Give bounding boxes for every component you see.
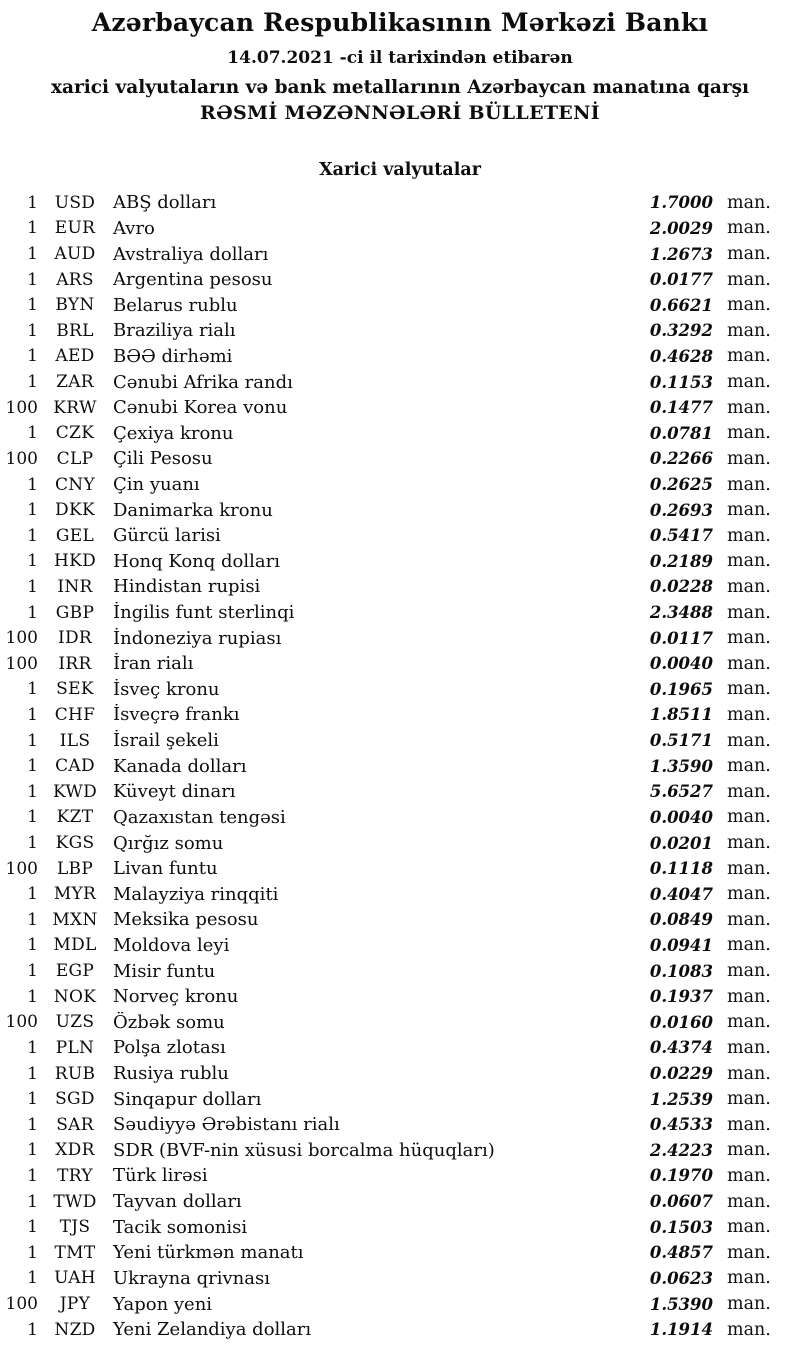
unit-cell: man.	[727, 935, 771, 956]
unit-cell: man.	[727, 525, 771, 546]
quantity-cell: 1	[27, 807, 38, 828]
quantity-cell: 1	[27, 1268, 38, 1289]
currency-name-cell: ABŞ dolları	[113, 192, 217, 214]
rate-cell: 0.0607	[649, 1192, 713, 1212]
rate-cell: 0.1937	[649, 987, 713, 1007]
currency-code-cell: ILS	[59, 730, 91, 751]
quantity-cell: 1	[27, 602, 38, 623]
quantity-cell: 1	[27, 192, 38, 213]
rate-cell: 0.0623	[649, 1268, 713, 1288]
unit-cell: man.	[727, 833, 771, 854]
table-row	[0, 830, 800, 856]
quantity-cell: 1	[27, 551, 38, 572]
table-row	[0, 1010, 800, 1036]
currency-code-cell: CZK	[55, 423, 95, 444]
table-row	[0, 1061, 800, 1087]
unit-cell: man.	[727, 218, 771, 239]
currency-code-cell: DKK	[55, 500, 95, 521]
currency-name-cell: Honq Konq dolları	[113, 550, 280, 572]
currency-code-cell: MYR	[53, 884, 97, 905]
table-row	[0, 677, 800, 703]
currency-name-cell: Yapon yeni	[113, 1293, 213, 1315]
rate-cell: 0.4533	[649, 1115, 713, 1135]
table-row	[0, 1240, 800, 1266]
unit-cell: man.	[727, 909, 771, 930]
unit-cell: man.	[727, 192, 771, 213]
unit-cell: man.	[727, 1165, 771, 1186]
rate-cell: 0.0117	[649, 628, 713, 648]
unit-cell: man.	[727, 704, 771, 725]
quantity-cell: 1	[27, 1089, 38, 1110]
table-row	[0, 1112, 800, 1138]
unit-cell: man.	[727, 1217, 771, 1238]
currency-code-cell: AUD	[54, 244, 96, 265]
currency-name-cell: İran rialı	[113, 653, 194, 675]
table-row	[0, 600, 800, 626]
currency-name-cell: Çin yuanı	[113, 474, 200, 495]
table-row	[0, 216, 800, 242]
currency-code-cell: KRW	[53, 397, 97, 418]
table-row	[0, 420, 800, 446]
rate-cell: 0.4857	[649, 1243, 713, 1263]
table-row	[0, 1138, 800, 1164]
currency-name-cell: Misir funtu	[113, 960, 216, 982]
currency-code-cell: EGP	[55, 961, 95, 982]
currency-code-cell: PLN	[55, 1037, 95, 1058]
currency-name-cell: Livan funtu	[113, 858, 218, 880]
rate-cell: 0.1083	[649, 961, 713, 981]
unit-cell: man.	[727, 1063, 771, 1084]
rate-cell: 0.0040	[649, 654, 713, 674]
rate-cell: 1.3590	[649, 756, 713, 776]
rate-cell: 0.0228	[649, 577, 713, 597]
quantity-cell: 100	[5, 1012, 38, 1033]
table-row	[0, 881, 800, 907]
unit-cell: man.	[727, 986, 771, 1007]
quantity-cell: 100	[5, 628, 38, 649]
unit-cell: man.	[727, 474, 771, 495]
quantity-cell: 1	[27, 781, 38, 802]
quantity-cell: 1	[27, 884, 38, 905]
currency-code-cell: INR	[57, 576, 93, 597]
currency-code-cell: UAH	[54, 1268, 96, 1289]
unit-cell: man.	[727, 295, 771, 316]
quantity-cell: 1	[27, 1217, 38, 1238]
currency-table	[0, 190, 800, 1342]
table-row	[0, 856, 800, 882]
currency-code-cell: RUB	[54, 1063, 96, 1084]
currency-name-cell: Qırğız somu	[113, 832, 224, 854]
currency-code-cell: KZT	[56, 807, 94, 828]
rate-cell: 0.4628	[649, 346, 713, 366]
unit-cell: man.	[727, 269, 771, 290]
quantity-cell: 1	[27, 320, 38, 341]
rate-cell: 1.2673	[649, 244, 713, 264]
currency-name-cell: Meksika pesosu	[113, 909, 259, 931]
unit-cell: man.	[727, 244, 771, 265]
table-row	[0, 1317, 800, 1343]
rate-cell: 1.1914	[649, 1320, 713, 1340]
rate-cell: 0.2266	[649, 449, 713, 469]
currency-code-cell: IRR	[58, 653, 92, 674]
rate-cell: 0.5171	[649, 731, 713, 751]
table-row	[0, 1266, 800, 1292]
table-row	[0, 1189, 800, 1215]
currency-code-cell: CLP	[56, 448, 94, 469]
currency-name-cell: Malayziya rinqqiti	[113, 883, 279, 905]
quantity-cell: 1	[27, 372, 38, 393]
quantity-cell: 1	[27, 1063, 38, 1084]
rate-cell: 0.0040	[649, 807, 713, 827]
currency-code-cell: EUR	[54, 218, 96, 239]
rate-cell: 0.6621	[649, 295, 713, 315]
rate-cell: 0.1503	[649, 1217, 713, 1237]
rate-cell: 1.2539	[649, 1089, 713, 1109]
table-row	[0, 446, 800, 472]
currency-code-cell: MXN	[52, 909, 98, 930]
rate-cell: 0.0941	[649, 935, 713, 955]
currency-name-cell: Avstraliya dolları	[113, 243, 269, 265]
currency-name-cell: Belarus rublu	[113, 294, 238, 316]
table-row	[0, 907, 800, 933]
currency-code-cell: CAD	[55, 756, 95, 777]
currency-code-cell: BYN	[55, 295, 95, 316]
unit-cell: man.	[727, 320, 771, 341]
currency-name-cell: Braziliya rialı	[113, 320, 236, 342]
rate-cell: 0.0201	[649, 833, 713, 853]
rate-cell: 0.2625	[649, 475, 713, 494]
unit-cell: man.	[727, 756, 771, 777]
rate-cell: 0.1965	[649, 679, 713, 699]
currency-name-cell: Yeni Zelandiya dolları	[113, 1319, 312, 1341]
rate-cell: 0.0160	[649, 1012, 713, 1032]
quantity-cell: 1	[27, 244, 38, 265]
table-row	[0, 805, 800, 831]
unit-cell: man.	[727, 372, 771, 393]
unit-cell: man.	[727, 1114, 771, 1135]
rate-cell: 0.1970	[649, 1166, 713, 1186]
currency-name-cell: Özbək somu	[113, 1011, 225, 1033]
unit-cell: man.	[727, 1140, 771, 1161]
currency-name-cell: İngilis funt sterlinqi	[113, 602, 295, 624]
quantity-cell: 1	[27, 218, 38, 239]
quantity-cell: 1	[27, 346, 38, 367]
unit-cell: man.	[727, 1242, 771, 1263]
quantity-cell: 1	[27, 500, 38, 521]
bulletin-header	[0, 0, 800, 124]
rate-cell: 0.2693	[649, 500, 713, 520]
unit-cell: man.	[727, 1089, 771, 1110]
quantity-cell: 1	[27, 269, 38, 290]
quantity-cell: 100	[5, 1294, 38, 1314]
quantity-cell: 1	[27, 756, 38, 777]
table-row	[0, 574, 800, 600]
quantity-cell: 1	[27, 679, 38, 700]
table-row	[0, 267, 800, 293]
unit-cell: man.	[727, 1268, 771, 1289]
quantity-cell: 1	[27, 1242, 38, 1263]
unit-cell: man.	[727, 1012, 771, 1033]
rate-cell: 2.4223	[649, 1140, 713, 1160]
unit-cell: man.	[727, 781, 771, 802]
currency-name-cell: Polşa zlotası	[113, 1037, 226, 1059]
currency-code-cell: NOK	[53, 986, 97, 1007]
unit-cell: man.	[727, 346, 771, 367]
currency-code-cell: AED	[55, 346, 95, 367]
rate-cell: 1.5390	[649, 1294, 713, 1314]
currency-code-cell: NZD	[54, 1319, 96, 1340]
quantity-cell: 100	[5, 653, 38, 674]
rate-cell: 0.0849	[649, 910, 713, 930]
unit-cell: man.	[727, 653, 771, 674]
currency-code-cell: SEK	[56, 679, 94, 700]
currency-name-cell: İsveç kronu	[113, 678, 220, 700]
table-row	[0, 395, 800, 421]
rate-cell: 0.1477	[649, 398, 713, 418]
quantity-cell: 1	[27, 423, 38, 444]
unit-cell: man.	[727, 961, 771, 982]
table-row	[0, 1214, 800, 1240]
currency-code-cell: HKD	[53, 551, 97, 572]
rate-cell: 0.2189	[649, 551, 713, 571]
unit-cell: man.	[727, 423, 771, 444]
currency-code-cell: KGS	[55, 833, 95, 854]
currency-code-cell: IDR	[57, 628, 93, 649]
currency-name-cell: Tacik somonisi	[113, 1216, 248, 1238]
rate-cell: 0.5417	[649, 526, 713, 546]
table-row	[0, 984, 800, 1010]
quantity-cell: 1	[27, 986, 38, 1007]
table-row	[0, 958, 800, 984]
currency-name-cell: Ukrayna qrivnası	[113, 1267, 270, 1289]
table-row	[0, 1035, 800, 1061]
quantity-cell: 1	[27, 730, 38, 751]
table-row	[0, 1163, 800, 1189]
subject-line: xarici valyutaların və bank metallarının Azərbaycan manatına qarşı	[50, 77, 750, 98]
currency-name-cell: Çexiya kronu	[113, 422, 234, 444]
currency-name-cell: Yeni türkmən manatı	[113, 1242, 304, 1264]
currency-name-cell: Danimarka kronu	[113, 499, 273, 521]
currency-code-cell: GBP	[55, 602, 95, 623]
currency-code-cell: TRY	[57, 1165, 93, 1186]
table-row	[0, 779, 800, 805]
currency-name-cell: Küveyt dinarı	[113, 781, 236, 803]
currency-code-cell: SAR	[56, 1114, 94, 1135]
table-row	[0, 933, 800, 959]
unit-cell: man.	[727, 679, 771, 700]
table-row	[0, 549, 800, 575]
currency-code-cell: BRL	[56, 320, 94, 341]
unit-cell: man.	[727, 807, 771, 828]
currency-name-cell: Cənubi Afrika randı	[113, 371, 293, 393]
currency-code-cell: XDR	[55, 1140, 95, 1161]
unit-cell: man.	[727, 602, 771, 623]
rate-cell: 0.4374	[649, 1038, 713, 1058]
currency-name-cell: Rusiya rublu	[113, 1063, 229, 1085]
currency-code-cell: SGD	[55, 1089, 95, 1110]
rate-cell: 5.6527	[649, 782, 713, 802]
currency-code-cell: UZS	[55, 1012, 95, 1033]
currency-name-cell: Moldova leyi	[113, 934, 230, 956]
quantity-cell: 1	[27, 909, 38, 930]
quantity-cell: 1	[27, 833, 38, 854]
unit-cell: man.	[727, 628, 771, 649]
bank-title: Azərbaycan Respublikasının Mərkəzi Bankı	[91, 8, 709, 37]
quantity-cell: 1	[27, 295, 38, 316]
currency-name-cell: Norveç kronu	[113, 986, 239, 1008]
currency-code-cell: KWD	[52, 781, 98, 802]
rate-cell: 2.3488	[649, 603, 713, 623]
quantity-cell: 1	[27, 576, 38, 597]
rate-cell: 0.1153	[649, 372, 713, 392]
currency-code-cell: GEL	[55, 525, 95, 546]
unit-cell: man.	[727, 1294, 771, 1314]
section-title-foreign-currencies: Xarici valyutalar	[319, 160, 481, 180]
table-row	[0, 651, 800, 677]
quantity-cell: 1	[27, 1165, 38, 1186]
rate-cell: 2.0029	[649, 218, 713, 238]
unit-cell: man.	[727, 1191, 771, 1212]
quantity-cell: 1	[27, 1319, 38, 1340]
unit-cell: man.	[727, 884, 771, 905]
rate-cell: 0.0781	[649, 423, 713, 443]
table-row	[0, 1291, 800, 1317]
quantity-cell: 100	[5, 858, 38, 879]
currency-code-cell: TMT	[54, 1242, 96, 1263]
currency-code-cell: MDL	[53, 935, 97, 956]
currency-name-cell: Türk lirəsi	[113, 1165, 208, 1187]
quantity-cell: 1	[27, 1140, 38, 1161]
currency-code-cell: CNY	[54, 474, 95, 495]
rate-cell: 0.3292	[649, 321, 713, 341]
currency-name-cell: Çili Pesosu	[113, 448, 213, 470]
rate-cell: 1.7000	[649, 193, 713, 213]
currency-code-cell: JPY	[59, 1294, 91, 1314]
quantity-cell: 1	[27, 704, 38, 725]
table-row	[0, 190, 800, 216]
currency-name-cell: SDR (BVF-nin xüsusi borcalma hüquqları)	[113, 1139, 495, 1161]
table-row	[0, 702, 800, 728]
quantity-cell: 1	[27, 1191, 38, 1212]
currency-name-cell: Tayvan dolları	[113, 1191, 242, 1213]
currency-code-cell: ARS	[56, 269, 94, 290]
table-row	[0, 472, 800, 498]
currency-name-cell: Kanada dolları	[113, 755, 247, 777]
rate-cell: 1.8511	[649, 705, 713, 725]
table-row	[0, 344, 800, 370]
unit-cell: man.	[727, 576, 771, 597]
unit-cell: man.	[727, 500, 771, 521]
currency-name-cell: Hindistan rupisi	[113, 576, 261, 598]
unit-cell: man.	[727, 1319, 771, 1340]
rate-cell: 0.1118	[649, 859, 713, 879]
currency-code-cell: TWD	[53, 1191, 97, 1212]
rate-cell: 0.0229	[649, 1064, 713, 1084]
currency-name-cell: İsveçrə frankı	[113, 704, 240, 726]
table-row	[0, 369, 800, 395]
rate-cell: 0.4047	[649, 884, 713, 904]
quantity-cell: 100	[5, 397, 38, 418]
unit-cell: man.	[727, 1037, 771, 1058]
currency-name-cell: Qazaxıstan tengəsi	[113, 806, 286, 828]
currency-name-cell: İsrail şekeli	[113, 730, 219, 752]
table-row	[0, 1086, 800, 1112]
table-row	[0, 753, 800, 779]
currency-code-cell: LBP	[56, 858, 94, 879]
quantity-cell: 1	[27, 961, 38, 982]
table-row	[0, 523, 800, 549]
table-row	[0, 292, 800, 318]
currency-code-cell: TJS	[59, 1217, 91, 1238]
quantity-cell: 1	[27, 474, 38, 495]
currency-name-cell: Cənubi Korea vonu	[113, 397, 288, 419]
currency-name-cell: Gürcü larisi	[113, 525, 221, 547]
unit-cell: man.	[727, 397, 771, 418]
currency-name-cell: Argentina pesosu	[113, 269, 273, 291]
currency-code-cell: USD	[54, 192, 96, 213]
bulletin-title: RƏSMİ MƏZƏNNƏLƏRİ BÜLLETENİ	[200, 102, 600, 124]
quantity-cell: 1	[27, 1114, 38, 1135]
unit-cell: man.	[727, 858, 771, 879]
effective-date-line: 14.07.2021 -ci il tarixindən etibarən	[227, 48, 573, 68]
unit-cell: man.	[727, 730, 771, 751]
table-row	[0, 241, 800, 267]
quantity-cell: 100	[5, 448, 38, 469]
quantity-cell: 1	[27, 1037, 38, 1058]
table-row	[0, 497, 800, 523]
table-row	[0, 625, 800, 651]
table-row	[0, 728, 800, 754]
currency-name-cell: Sinqapur dolları	[113, 1088, 262, 1110]
currency-name-cell: Avro	[113, 217, 155, 239]
unit-cell: man.	[727, 448, 771, 469]
currency-name-cell: İndoneziya rupiası	[113, 627, 282, 649]
currency-name-cell: Səudiyyə Ərəbistanı rialı	[113, 1114, 340, 1136]
quantity-cell: 1	[27, 935, 38, 956]
currency-name-cell: BƏƏ dirhəmi	[113, 345, 233, 367]
unit-cell: man.	[727, 551, 771, 572]
rate-cell: 0.0177	[649, 270, 713, 290]
quantity-cell: 1	[27, 525, 38, 546]
currency-code-cell: CHF	[54, 704, 96, 725]
currency-code-cell: ZAR	[56, 372, 94, 393]
table-row	[0, 318, 800, 344]
